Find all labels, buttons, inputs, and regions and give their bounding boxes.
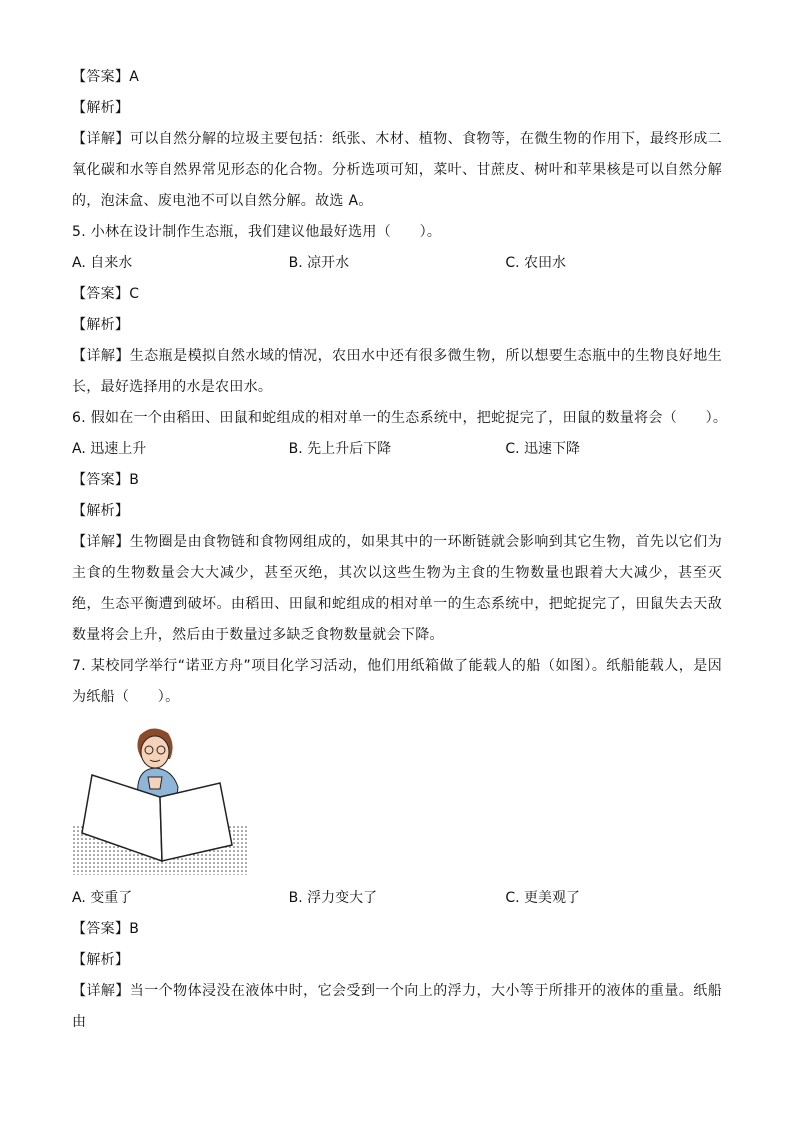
q7-answer: 【答案】B [72, 921, 140, 937]
q7-detail: 【详解】当一个物体浸没在液体中时，它会受到一个向上的浮力，大小等于所排开的液体的重量。纸船由 [72, 983, 722, 1030]
q6-stem: 6. 假如在一个由稻田、田鼠和蛇组成的相对单一的生态系统中，把蛇捉完了，田鼠的数量将会（ ）。 [72, 410, 728, 426]
q7-option-a: A. 变重了 [72, 890, 133, 906]
q7-options [72, 883, 722, 914]
q6-options [72, 434, 722, 465]
q6-detail: 【详解】生物圈是由食物链和食物网组成的，如果其中的一环断链就会影响到其它生物，首先以它们为主食的生物数量会大大减少，甚至灭绝，其次以这些生物为主食的生物数量也跟着大大减少，甚至灭绝，生态平衡遭到破坏。由稻田、田鼠和蛇组成的相对单一的生态系统中，把蛇捉完了，田鼠失去天敌数量将会上升，然后由于数量过多缺乏食物数量就会下降。 [72, 534, 722, 643]
q5-analysis-text: 解析 [86, 317, 115, 333]
q7-option-b: B. 浮力变大了 [288, 890, 378, 906]
paper-boat-figure [72, 725, 252, 875]
q7-option-c: C. 更美观了 [505, 890, 581, 906]
q5-option-a: A. 自来水 [72, 255, 133, 271]
q6-option-b: B. 先上升后下降 [288, 441, 392, 457]
q7-analysis-text: 解析 [86, 952, 115, 968]
exam-page [72, 62, 728, 1038]
q5-stem: 5. 小林在设计制作生态瓶，我们建议他最好选用（ ）。 [72, 224, 442, 240]
q4-analysis-label: 【解析】 [72, 100, 130, 116]
q5-answer: 【答案】C [72, 286, 140, 302]
q4-answer: 【答案】A [72, 69, 140, 85]
q6-option-a: A. 迅速上升 [72, 441, 147, 457]
q5-detail: 【详解】生态瓶是模拟自然水域的情况，农田水中还有很多微生物，所以想要生态瓶中的生物良好地生长，最好选择用的水是农田水。 [72, 348, 722, 395]
q5-analysis-label: 【解析】 [72, 317, 130, 333]
q4-analysis-text: 解析 [86, 100, 115, 116]
q4-detail: 【详解】可以自然分解的垃圾主要包括：纸张、木材、植物、食物等，在微生物的作用下，最终形成二氧化碳和水等自然界常见形态的化合物。分析选项可知，菜叶、甘蔗皮、树叶和苹果核是可以自然分解的，泡沫盒、废电池不可以自然分解。故选 A。 [72, 131, 722, 209]
q7-analysis-label: 【解析】 [72, 952, 130, 968]
q5-options [72, 248, 722, 279]
q7-stem: 7. 某校同学举行“诺亚方舟”项目化学习活动，他们用纸箱做了能载人的船（如图）。纸船能载人，是因为纸船（ ）。 [72, 658, 722, 705]
q5-option-b: B. 凉开水 [288, 255, 350, 271]
q6-answer: 【答案】B [72, 472, 140, 488]
q5-option-c: C. 农田水 [505, 255, 567, 271]
q6-analysis-text: 解析 [86, 503, 115, 519]
q6-analysis-label: 【解析】 [72, 503, 130, 519]
q6-option-c: C. 迅速下降 [505, 441, 581, 457]
